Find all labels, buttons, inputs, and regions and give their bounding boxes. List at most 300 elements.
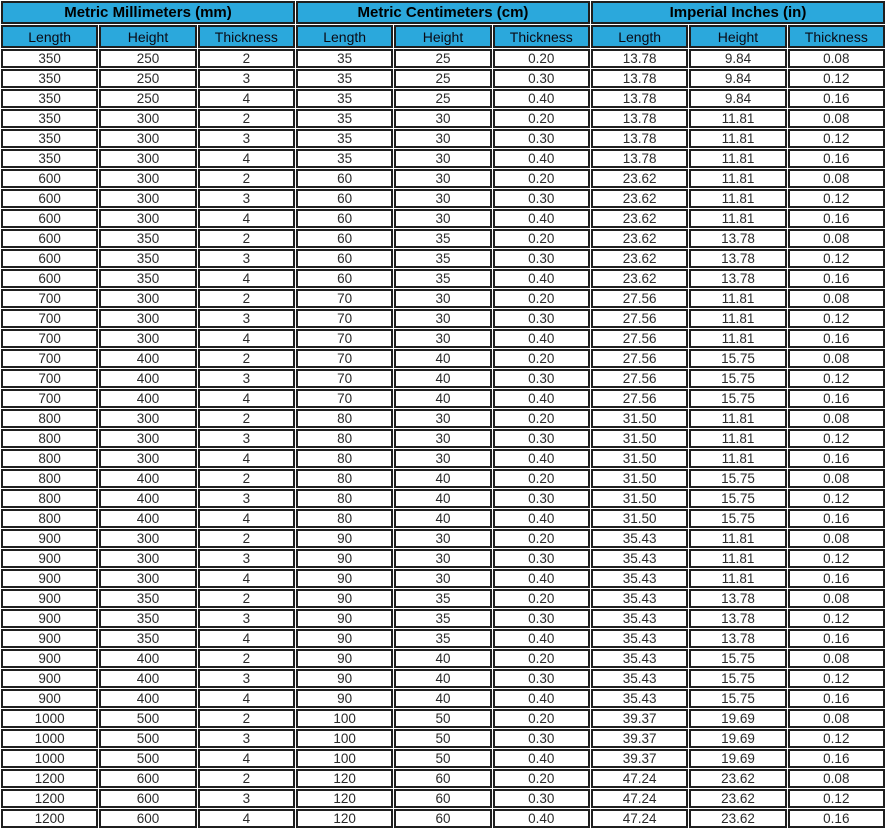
table-cell: 30: [394, 109, 491, 128]
table-cell: 0.16: [788, 449, 885, 468]
table-cell: 31.50: [591, 449, 688, 468]
table-cell: 0.08: [788, 529, 885, 548]
table-cell: 1000: [1, 729, 98, 748]
table-cell: 500: [99, 749, 196, 768]
table-cell: 9.84: [689, 89, 786, 108]
table-cell: 300: [99, 129, 196, 148]
table-cell: 0.16: [788, 89, 885, 108]
table-cell: 39.37: [591, 729, 688, 748]
table-row: [1, 589, 885, 608]
table-cell: 15.75: [689, 469, 786, 488]
table-header: [1, 1, 885, 48]
table-row: [1, 129, 885, 148]
table-cell: 90: [296, 569, 393, 588]
table-row: [1, 49, 885, 68]
table-cell: 0.30: [493, 789, 590, 808]
table-cell: 400: [99, 469, 196, 488]
table-cell: 27.56: [591, 289, 688, 308]
table-cell: 90: [296, 549, 393, 568]
table-cell: 0.30: [493, 489, 590, 508]
table-cell: 0.30: [493, 609, 590, 628]
table-cell: 90: [296, 669, 393, 688]
table-cell: 0.12: [788, 249, 885, 268]
table-cell: 4: [198, 749, 295, 768]
table-cell: 300: [99, 149, 196, 168]
table-cell: 30: [394, 409, 491, 428]
table-cell: 30: [394, 549, 491, 568]
table-cell: 300: [99, 329, 196, 348]
table-cell: 13.78: [689, 249, 786, 268]
table-cell: 900: [1, 589, 98, 608]
table-cell: 350: [99, 269, 196, 288]
table-row: [1, 749, 885, 768]
table-row: [1, 389, 885, 408]
table-cell: 0.12: [788, 129, 885, 148]
table-cell: 15.75: [689, 669, 786, 688]
table-cell: 3: [198, 669, 295, 688]
table-cell: 0.30: [493, 249, 590, 268]
table-cell: 13.78: [591, 109, 688, 128]
table-row: [1, 729, 885, 748]
table-cell: 0.12: [788, 309, 885, 328]
column-header-cm-thickness: Thickness: [493, 25, 590, 48]
table-cell: 0.12: [788, 729, 885, 748]
table-cell: 4: [198, 689, 295, 708]
table-cell: 0.08: [788, 109, 885, 128]
table-row: [1, 429, 885, 448]
table-body: [1, 49, 885, 828]
table-cell: 0.16: [788, 689, 885, 708]
table-cell: 25: [394, 49, 491, 68]
table-cell: 47.24: [591, 789, 688, 808]
table-cell: 15.75: [689, 689, 786, 708]
table-cell: 2: [198, 769, 295, 788]
table-row: [1, 269, 885, 288]
table-cell: 4: [198, 89, 295, 108]
table-cell: 13.78: [689, 629, 786, 648]
table-cell: 0.20: [493, 469, 590, 488]
table-cell: 400: [99, 669, 196, 688]
table-cell: 1000: [1, 749, 98, 768]
table-cell: 300: [99, 309, 196, 328]
table-cell: 11.81: [689, 569, 786, 588]
table-cell: 300: [99, 109, 196, 128]
table-cell: 700: [1, 349, 98, 368]
table-cell: 2: [198, 589, 295, 608]
table-cell: 23.62: [689, 769, 786, 788]
table-cell: 11.81: [689, 529, 786, 548]
table-row: [1, 649, 885, 668]
table-cell: 70: [296, 349, 393, 368]
table-cell: 60: [296, 189, 393, 208]
table-cell: 35.43: [591, 649, 688, 668]
table-cell: 19.69: [689, 729, 786, 748]
table-cell: 900: [1, 549, 98, 568]
table-cell: 30: [394, 309, 491, 328]
table-cell: 300: [99, 289, 196, 308]
table-cell: 40: [394, 489, 491, 508]
table-cell: 0.20: [493, 349, 590, 368]
table-cell: 90: [296, 629, 393, 648]
table-cell: 40: [394, 369, 491, 388]
table-cell: 90: [296, 689, 393, 708]
table-cell: 70: [296, 389, 393, 408]
table-row: [1, 289, 885, 308]
table-cell: 30: [394, 209, 491, 228]
table-cell: 1000: [1, 709, 98, 728]
table-cell: 3: [198, 249, 295, 268]
table-cell: 2: [198, 169, 295, 188]
table-cell: 40: [394, 669, 491, 688]
table-cell: 0.12: [788, 489, 885, 508]
table-cell: 350: [1, 69, 98, 88]
table-cell: 0.20: [493, 769, 590, 788]
table-cell: 60: [394, 809, 491, 828]
table-cell: 23.62: [591, 189, 688, 208]
table-cell: 19.69: [689, 749, 786, 768]
table-cell: 3: [198, 549, 295, 568]
table-cell: 300: [99, 189, 196, 208]
table-cell: 3: [198, 729, 295, 748]
table-cell: 40: [394, 469, 491, 488]
table-cell: 3: [198, 309, 295, 328]
table-cell: 0.20: [493, 709, 590, 728]
table-cell: 11.81: [689, 429, 786, 448]
table-cell: 0.40: [493, 569, 590, 588]
table-cell: 300: [99, 209, 196, 228]
table-cell: 120: [296, 809, 393, 828]
table-cell: 0.30: [493, 129, 590, 148]
table-cell: 80: [296, 449, 393, 468]
table-cell: 15.75: [689, 489, 786, 508]
table-cell: 350: [99, 589, 196, 608]
table-cell: 0.08: [788, 289, 885, 308]
column-header-in-height: Height: [689, 25, 786, 48]
table-cell: 0.40: [493, 269, 590, 288]
table-cell: 600: [1, 249, 98, 268]
table-cell: 40: [394, 689, 491, 708]
table-cell: 0.08: [788, 229, 885, 248]
table-row: [1, 249, 885, 268]
table-cell: 23.62: [591, 209, 688, 228]
table-cell: 3: [198, 609, 295, 628]
table-cell: 0.12: [788, 549, 885, 568]
table-cell: 800: [1, 489, 98, 508]
table-cell: 35: [394, 269, 491, 288]
table-cell: 15.75: [689, 349, 786, 368]
column-header-mm-thickness: Thickness: [198, 25, 295, 48]
table-cell: 600: [99, 809, 196, 828]
table-cell: 0.40: [493, 89, 590, 108]
table-cell: 11.81: [689, 549, 786, 568]
table-row: [1, 769, 885, 788]
table-cell: 2: [198, 289, 295, 308]
column-header-mm-height: Height: [99, 25, 196, 48]
table-cell: 0.16: [788, 749, 885, 768]
table-cell: 27.56: [591, 369, 688, 388]
table-cell: 30: [394, 129, 491, 148]
table-cell: 0.08: [788, 649, 885, 668]
group-header-metric-centimeters: Metric Centimeters (cm): [296, 1, 590, 24]
table-cell: 90: [296, 589, 393, 608]
table-cell: 35: [394, 609, 491, 628]
table-cell: 60: [296, 229, 393, 248]
table-cell: 31.50: [591, 409, 688, 428]
table-cell: 25: [394, 69, 491, 88]
table-cell: 4: [198, 569, 295, 588]
table-cell: 0.12: [788, 429, 885, 448]
table-cell: 0.16: [788, 329, 885, 348]
table-cell: 13.78: [591, 129, 688, 148]
table-cell: 800: [1, 429, 98, 448]
table-cell: 15.75: [689, 389, 786, 408]
table-cell: 47.24: [591, 809, 688, 828]
table-cell: 4: [198, 629, 295, 648]
table-cell: 60: [296, 269, 393, 288]
table-cell: 11.81: [689, 209, 786, 228]
table-cell: 350: [99, 629, 196, 648]
table-cell: 13.78: [689, 229, 786, 248]
table-cell: 40: [394, 389, 491, 408]
group-header-metric-millimeters: Metric Millimeters (mm): [1, 1, 295, 24]
table-cell: 350: [1, 49, 98, 68]
table-cell: 30: [394, 169, 491, 188]
table-cell: 900: [1, 689, 98, 708]
table-cell: 15.75: [689, 649, 786, 668]
table-cell: 0.20: [493, 169, 590, 188]
table-cell: 0.20: [493, 49, 590, 68]
table-cell: 0.40: [493, 809, 590, 828]
table-cell: 350: [1, 109, 98, 128]
group-header-imperial-inches: Imperial Inches (in): [591, 1, 885, 24]
table-cell: 700: [1, 289, 98, 308]
table-cell: 80: [296, 489, 393, 508]
table-cell: 900: [1, 669, 98, 688]
table-cell: 30: [394, 529, 491, 548]
table-cell: 13.78: [591, 149, 688, 168]
table-cell: 0.08: [788, 349, 885, 368]
table-cell: 0.40: [493, 449, 590, 468]
table-cell: 0.16: [788, 209, 885, 228]
table-cell: 0.30: [493, 189, 590, 208]
table-cell: 0.30: [493, 549, 590, 568]
table-cell: 0.16: [788, 389, 885, 408]
table-cell: 250: [99, 49, 196, 68]
table-row: [1, 409, 885, 428]
table-cell: 350: [99, 249, 196, 268]
table-cell: 400: [99, 349, 196, 368]
table-cell: 350: [1, 149, 98, 168]
table-cell: 11.81: [689, 129, 786, 148]
table-cell: 0.16: [788, 149, 885, 168]
table-cell: 0.40: [493, 509, 590, 528]
table-cell: 35: [394, 629, 491, 648]
table-cell: 500: [99, 729, 196, 748]
table-cell: 3: [198, 489, 295, 508]
table-row: [1, 509, 885, 528]
table-cell: 11.81: [689, 169, 786, 188]
table-cell: 0.16: [788, 629, 885, 648]
table-cell: 47.24: [591, 769, 688, 788]
table-cell: 0.12: [788, 669, 885, 688]
table-cell: 600: [99, 769, 196, 788]
table-row: [1, 489, 885, 508]
table-cell: 23.62: [591, 169, 688, 188]
table-cell: 250: [99, 69, 196, 88]
table-cell: 31.50: [591, 509, 688, 528]
table-row: [1, 669, 885, 688]
table-cell: 300: [99, 429, 196, 448]
table-cell: 27.56: [591, 389, 688, 408]
table-cell: 700: [1, 389, 98, 408]
table-cell: 0.12: [788, 789, 885, 808]
table-cell: 0.20: [493, 289, 590, 308]
table-cell: 0.16: [788, 509, 885, 528]
table-cell: 4: [198, 389, 295, 408]
table-cell: 700: [1, 329, 98, 348]
table-cell: 35.43: [591, 609, 688, 628]
table-cell: 0.08: [788, 49, 885, 68]
table-cell: 11.81: [689, 409, 786, 428]
table-cell: 50: [394, 729, 491, 748]
table-cell: 0.30: [493, 429, 590, 448]
table-cell: 27.56: [591, 309, 688, 328]
table-cell: 0.30: [493, 669, 590, 688]
table-cell: 35.43: [591, 589, 688, 608]
table-row: [1, 189, 885, 208]
column-header-in-length: Length: [591, 25, 688, 48]
table-cell: 70: [296, 309, 393, 328]
table-cell: 3: [198, 129, 295, 148]
table-row: [1, 329, 885, 348]
table-cell: 0.40: [493, 749, 590, 768]
table-cell: 4: [198, 809, 295, 828]
table-cell: 4: [198, 509, 295, 528]
table-cell: 35: [296, 149, 393, 168]
table-cell: 0.40: [493, 389, 590, 408]
table-cell: 23.62: [591, 229, 688, 248]
table-cell: 11.81: [689, 109, 786, 128]
table-cell: 31.50: [591, 489, 688, 508]
table-cell: 30: [394, 289, 491, 308]
group-header-row: [1, 1, 885, 24]
table-cell: 300: [99, 409, 196, 428]
table-cell: 35.43: [591, 549, 688, 568]
table-cell: 900: [1, 629, 98, 648]
table-cell: 13.78: [591, 89, 688, 108]
table-cell: 400: [99, 649, 196, 668]
table-cell: 39.37: [591, 709, 688, 728]
table-cell: 0.20: [493, 109, 590, 128]
table-cell: 0.16: [788, 269, 885, 288]
table-cell: 30: [394, 429, 491, 448]
table-cell: 30: [394, 189, 491, 208]
table-cell: 300: [99, 529, 196, 548]
table-cell: 0.08: [788, 769, 885, 788]
table-cell: 3: [198, 69, 295, 88]
column-header-in-thickness: Thickness: [788, 25, 885, 48]
table-cell: 11.81: [689, 149, 786, 168]
table-cell: 27.56: [591, 349, 688, 368]
table-cell: 40: [394, 509, 491, 528]
table-row: [1, 789, 885, 808]
table-cell: 31.50: [591, 429, 688, 448]
table-cell: 2: [198, 469, 295, 488]
table-row: [1, 569, 885, 588]
table-cell: 60: [394, 789, 491, 808]
table-cell: 50: [394, 709, 491, 728]
table-cell: 35: [296, 109, 393, 128]
table-cell: 0.12: [788, 369, 885, 388]
table-cell: 30: [394, 149, 491, 168]
table-cell: 80: [296, 509, 393, 528]
table-cell: 2: [198, 229, 295, 248]
table-cell: 120: [296, 769, 393, 788]
table-cell: 350: [1, 129, 98, 148]
table-cell: 35.43: [591, 529, 688, 548]
table-cell: 23.62: [689, 789, 786, 808]
table-cell: 350: [1, 89, 98, 108]
table-cell: 11.81: [689, 449, 786, 468]
table-cell: 9.84: [689, 49, 786, 68]
table-cell: 400: [99, 689, 196, 708]
table-cell: 3: [198, 429, 295, 448]
table-cell: 11.81: [689, 329, 786, 348]
table-cell: 25: [394, 89, 491, 108]
table-cell: 50: [394, 749, 491, 768]
table-cell: 2: [198, 409, 295, 428]
table-cell: 0.30: [493, 369, 590, 388]
table-cell: 30: [394, 449, 491, 468]
table-cell: 60: [296, 249, 393, 268]
table-row: [1, 689, 885, 708]
table-cell: 500: [99, 709, 196, 728]
table-cell: 400: [99, 509, 196, 528]
table-cell: 35: [296, 49, 393, 68]
table-cell: 0.30: [493, 69, 590, 88]
table-row: [1, 549, 885, 568]
table-cell: 35.43: [591, 629, 688, 648]
table-row: [1, 349, 885, 368]
table-row: [1, 369, 885, 388]
table-cell: 15.75: [689, 509, 786, 528]
table-cell: 31.50: [591, 469, 688, 488]
table-cell: 400: [99, 489, 196, 508]
table-cell: 23.62: [591, 269, 688, 288]
table-cell: 0.20: [493, 589, 590, 608]
table-cell: 13.78: [591, 49, 688, 68]
table-cell: 39.37: [591, 749, 688, 768]
table-row: [1, 69, 885, 88]
table-row: [1, 449, 885, 468]
table-cell: 70: [296, 369, 393, 388]
table-cell: 600: [1, 169, 98, 188]
table-cell: 0.40: [493, 329, 590, 348]
column-header-row: [1, 25, 885, 48]
table-cell: 13.78: [689, 269, 786, 288]
table-cell: 0.08: [788, 469, 885, 488]
table-cell: 800: [1, 469, 98, 488]
table-cell: 60: [296, 169, 393, 188]
table-cell: 2: [198, 49, 295, 68]
table-cell: 0.20: [493, 229, 590, 248]
table-row: [1, 229, 885, 248]
table-cell: 0.08: [788, 169, 885, 188]
table-cell: 35: [394, 589, 491, 608]
table-cell: 1200: [1, 809, 98, 828]
table-row: [1, 609, 885, 628]
table-row: [1, 89, 885, 108]
